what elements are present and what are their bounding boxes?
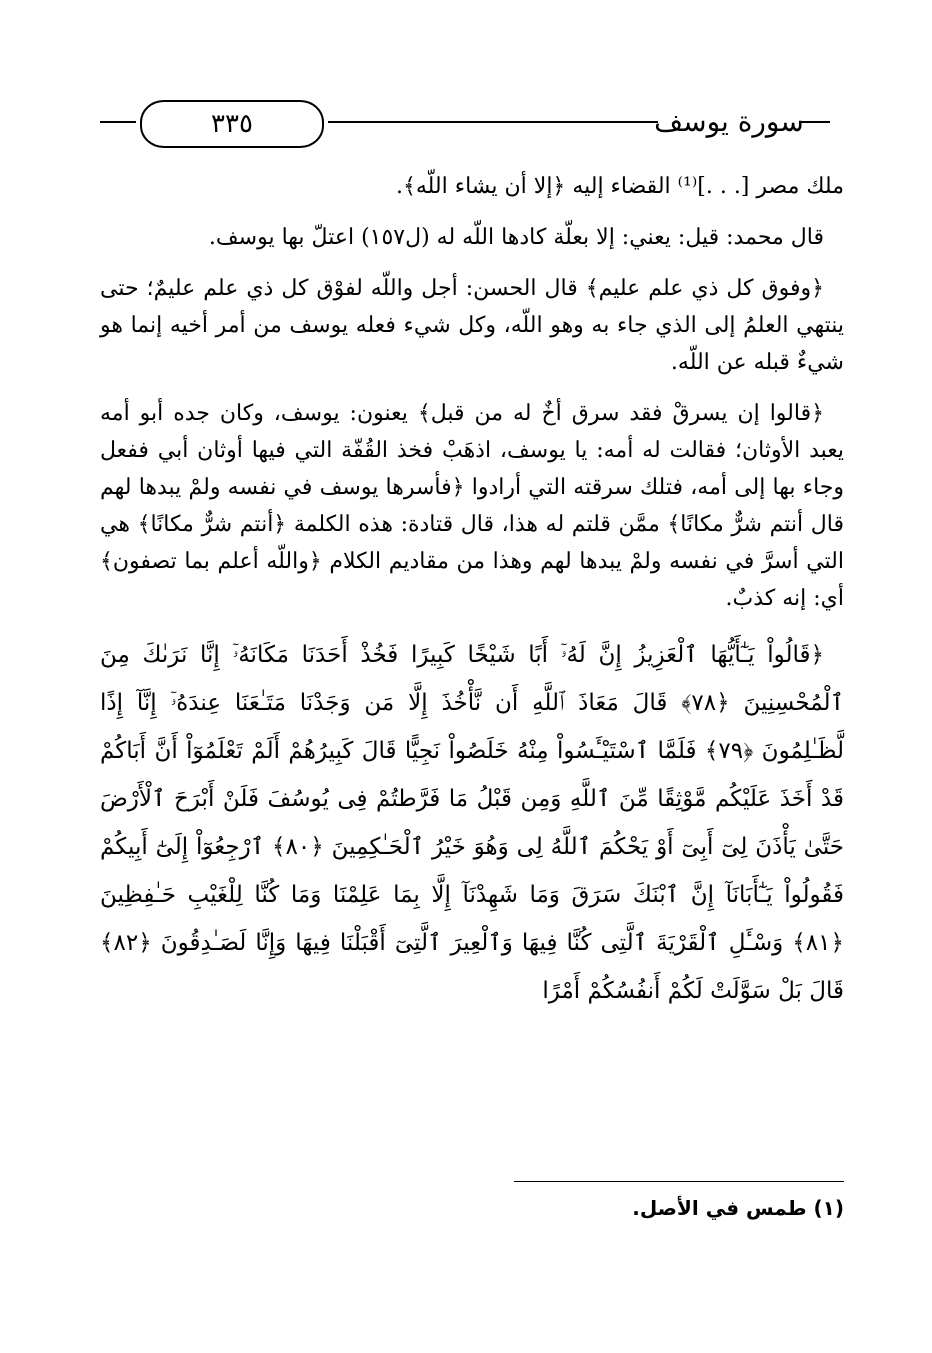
header-rule-right [800, 121, 830, 123]
footnote: (١) طمس في الأصل. [632, 1196, 844, 1220]
footnote-divider [514, 1181, 844, 1182]
quran-verses: ﴿قَالُواْ يَـٰٓأَيُّهَا ٱلْعَزِيزُ إِنَّ لَهُۥٓ أَبًا شَيْخًا كَبِيرًا فَخُذْ أَحَدَنَا مَكَانَهُۥٓ إِنَّا نَرَىٰكَ مِنَ ٱلْمُحْسِنِينَ ﴿٧٨﴾ قَالَ مَعَاذَ ٱللَّهِ أَن نَّأْخُذَ إِلَّا مَن وَجَدْنَا مَتَـٰعَنَا عِندَهُۥٓ إِنَّآ إِذًا لَّظَـٰلِمُونَ ﴿٧٩﴾ فَلَمَّا ٱسْتَيْـَٔسُواْ مِنْهُ خَلَصُواْ نَجِيًّا قَالَ كَبِيرُهُمْ أَلَمْ تَعْلَمُوٓاْ أَنَّ أَبَاكُمْ قَدْ أَخَذَ عَلَيْكُم مَّوْثِقًا مِّنَ ٱللَّهِ وَمِن قَبْلُ مَا فَرَّطتُمْ فِى يُوسُفَ فَلَنْ أَبْرَحَ ٱلْأَرْضَ حَتَّىٰ يَأْذَنَ لِىٓ أَبِىٓ أَوْ يَحْكُمَ ٱللَّهُ لِى وَهُوَ خَيْرُ ٱلْحَـٰكِمِينَ ﴿٨٠﴾ ٱرْجِعُوٓاْ إِلَىٰٓ أَبِيكُمْ فَقُولُواْ يَـٰٓأَبَانَآ إِنَّ ٱبْنَكَ سَرَقَ وَمَا شَهِدْنَآ إِلَّا بِمَا عَلِمْنَا وَمَا كُنَّا لِلْغَيْبِ حَـٰفِظِينَ ﴿٨١﴾ وَسْـَٔلِ ٱلْقَرْيَةَ ٱلَّتِى كُنَّا فِيهَا وَٱلْعِيرَ ٱلَّتِىٓ أَقْبَلْنَا فِيهَا وَإِنَّا لَصَـٰدِقُونَ ﴿٨٢﴾ قَالَ بَلْ سَوَّلَتْ لَكُمْ أَنفُسُكُمْ أَمْرًا [100, 642, 844, 1004]
header-rule-middle [328, 121, 658, 123]
page-number: ٣٣٥ [140, 100, 324, 148]
paragraph-4: ﴿قالوا إن يسرقْ فقد سرق أخٌ له من قبل﴾ يعنون: يوسف، وكان جده أبو أمه يعبد الأوثان؛ فقالت له أمه: يا يوسف، اذهَبْ فخذ القُفّة التي فيها أوثان أبي ففعل وجاء بها إلى أمه، فتلك سرقته التي أرادوا ﴿فأسرها يوسف في نفسه ولمْ يبدها لهم قال أنتم شرٌّ مكانًا﴾ ممَّن قلتم له هذا، قال قتادة: هذه الكلمة ﴿أنتم شرٌّ مكانًا﴾ هي التي أسرَّ في نفسه ولمْ يبدها لهم وهذا من مقاديم الكلام ﴿واللّه أعلم بما تصفون﴾ أي: إنه كذبٌ. [100, 401, 844, 611]
surah-title: سورة يوسف [654, 104, 804, 138]
paragraph-2: قال محمد: قيل: يعني: إلا بعلّة كادها اللّه له (ل١٥٧) اعتلّ بها يوسف. [208, 225, 824, 250]
header-rule-left [100, 121, 136, 123]
paragraph-3: ﴿وفوق كل ذي علم عليم﴾ قال الحسن: أجل واللّه لفوْق كل ذي علم عليمٌ؛ حتى ينتهي العلمُ إلى الذي جاء به وهو اللّه، وكل شيء فعله يوسف من أمر أخيه إنما هو شيءٌ قبله عن اللّه. [100, 276, 844, 375]
page-body [100, 168, 844, 1015]
page-header [100, 92, 830, 152]
paragraph-1: ملك مصر [. . .]⁽¹⁾ القضاء إليه ﴿إلا أن يشاء اللّه﴾. [395, 174, 844, 199]
